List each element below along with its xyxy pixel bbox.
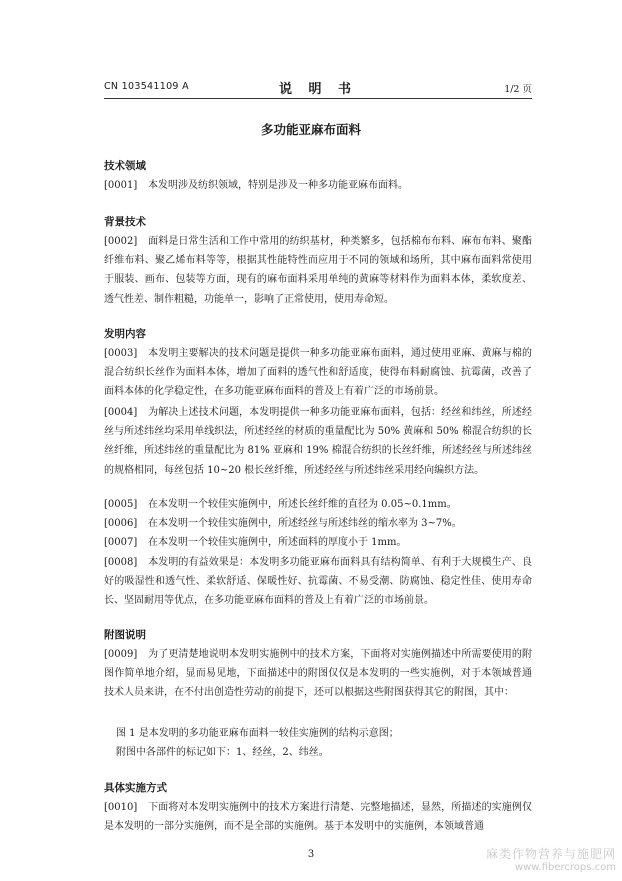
page-number: 3: [307, 849, 315, 860]
paragraph-text: 在本发明一个较佳实施例中，所述经丝与所述纬丝的缩水率为 3~7%。: [148, 518, 462, 529]
watermark: [486, 845, 616, 873]
paragraph-0010: [104, 798, 532, 836]
paragraph-text: 本发明涉及纺织领域，特别是涉及一种多功能亚麻布面料。: [148, 180, 408, 191]
figure-caption-line: [104, 724, 399, 743]
paragraph-number: [0003]: [104, 348, 138, 359]
page-title: 多功能亚麻布面料: [260, 122, 361, 137]
document-type: 说 明 书: [278, 82, 358, 97]
figure-description: 图 1 是本发明的多功能亚麻布面料一较佳实施例的结构示意图；: [116, 728, 399, 739]
document-header: [104, 78, 532, 97]
paragraph-0003: [104, 344, 532, 402]
paragraph-text: 下面将对本发明实施例中的技术方案进行清楚、完整地描述，显然，所描述的实施例仅是本发明的一部分实施例，而不是全部的实施例。基于本发明中的实施例，本领域普通: [104, 802, 532, 833]
paragraph-text: 面料是日常生活和工作中常用的纺织基材，种类繁多，包括棉布布料、麻布布料、聚酯纤维布料、聚乙烯布料等等，根据其性能特性而应用于不同的领域和场所，其中麻布面料常使用于服装、画布、包装等方面，现有的麻布面料采用单纯的黄麻等材料作为面料本体，柔软度差、透气性差、制作粗糙，功能单一，影响了正常使用，使用寿命短。: [104, 236, 532, 305]
paragraph-number: [0005]: [104, 499, 138, 510]
header-divider: [104, 98, 532, 99]
page-label: 1/2 页: [504, 84, 532, 95]
section-heading-background: 背景技术: [104, 216, 146, 228]
paragraph-0007: [104, 533, 532, 552]
section-heading-embodiment: 具体实施方式: [104, 782, 167, 794]
paragraph-0006: [104, 514, 532, 533]
paragraph-text: 在本发明一个较佳实施例中，所述长丝纤维的直径为 0.05~0.1mm。: [148, 499, 457, 510]
paragraph-text: 本发明主要解决的技术问题是提供一种多功能亚麻布面料，通过使用亚麻、黄麻与棉的混合纺织长丝作为面料本体，增加了面料的透气性和舒适度，使得布料耐腐蚀、抗霉菌，改善了面料本体的化学稳定性，在多功能亚麻布面料的普及上有着广泛的市场前景。: [104, 348, 532, 398]
paragraph-number: [0002]: [104, 236, 138, 247]
paragraph-number: [0004]: [104, 407, 138, 418]
paragraph-0008: [104, 553, 532, 611]
paragraph-text: 本发明的有益效果是：本发明多功能亚麻布面料具有结构简单、有利于大规模生产、良好的吸湿性和透气性、柔软舒适、保暖性好、抗霉菌、不易受潮、防腐蚀、稳定性佳、使用寿命长、坚固耐用等优点，在多功能亚麻布面料的普及上有着广泛的市场前景。: [104, 557, 532, 607]
paragraph-0001: [104, 176, 532, 195]
paragraph-number: [0008]: [104, 557, 138, 568]
watermark-site-name: 麻类作物营养与施肥网: [485, 847, 616, 861]
paragraph-0002: [104, 232, 532, 309]
paragraph-0005: [104, 495, 532, 514]
paragraph-number: [0009]: [104, 649, 138, 660]
watermark-url: www.fibercrops.com: [514, 862, 616, 873]
paragraph-0004: [104, 403, 532, 480]
paragraph-number: [0007]: [104, 537, 138, 548]
paragraph-number: [0001]: [104, 180, 138, 191]
paragraph-0009: [104, 645, 532, 703]
figure-legend-line: [104, 743, 329, 762]
section-heading-drawings: 附图说明: [104, 629, 146, 641]
paragraph-number: [0010]: [104, 802, 138, 813]
paragraph-text: 为了更清楚地说明本发明实施例中的技术方案，下面将对实施例描述中所需要使用的附图作简单地介绍，显而易见地，下面描述中的附图仅仅是本发明的一些实施例，对于本领域普通技术人员来讲，在不付出创造性劳动的前提下，还可以根据这些附图获得其它的附图，其中：: [104, 649, 532, 699]
document-number: CN 103541109 A: [104, 81, 189, 92]
section-heading-summary: 发明内容: [104, 328, 146, 340]
figure-legend: 附图中各部件的标记如下：1、经丝，2、纬丝。: [116, 747, 329, 758]
paragraph-text: 在本发明一个较佳实施例中，所述面料的厚度小于 1mm。: [148, 537, 407, 548]
section-heading-tech-field: 技术领域: [104, 160, 146, 172]
paragraph-text: 为解决上述技术问题，本发明提供一种多功能亚麻布面料，包括：经丝和纬丝，所述经丝与所述纬丝均采用单线织法，所述经丝的材质的重量配比为 50% 黄麻和 50% 棉混合纺织的长丝纤维，所述纬丝的重量配比为 81% 亚麻和 19% 棉混合纺织的长丝纤维，所述经丝与所述纬丝的规格相同，每丝包括 10~20 根长丝纤维，所述经丝与所述纬丝采用经向编织方法。: [104, 407, 532, 476]
paragraph-number: [0006]: [104, 518, 138, 529]
